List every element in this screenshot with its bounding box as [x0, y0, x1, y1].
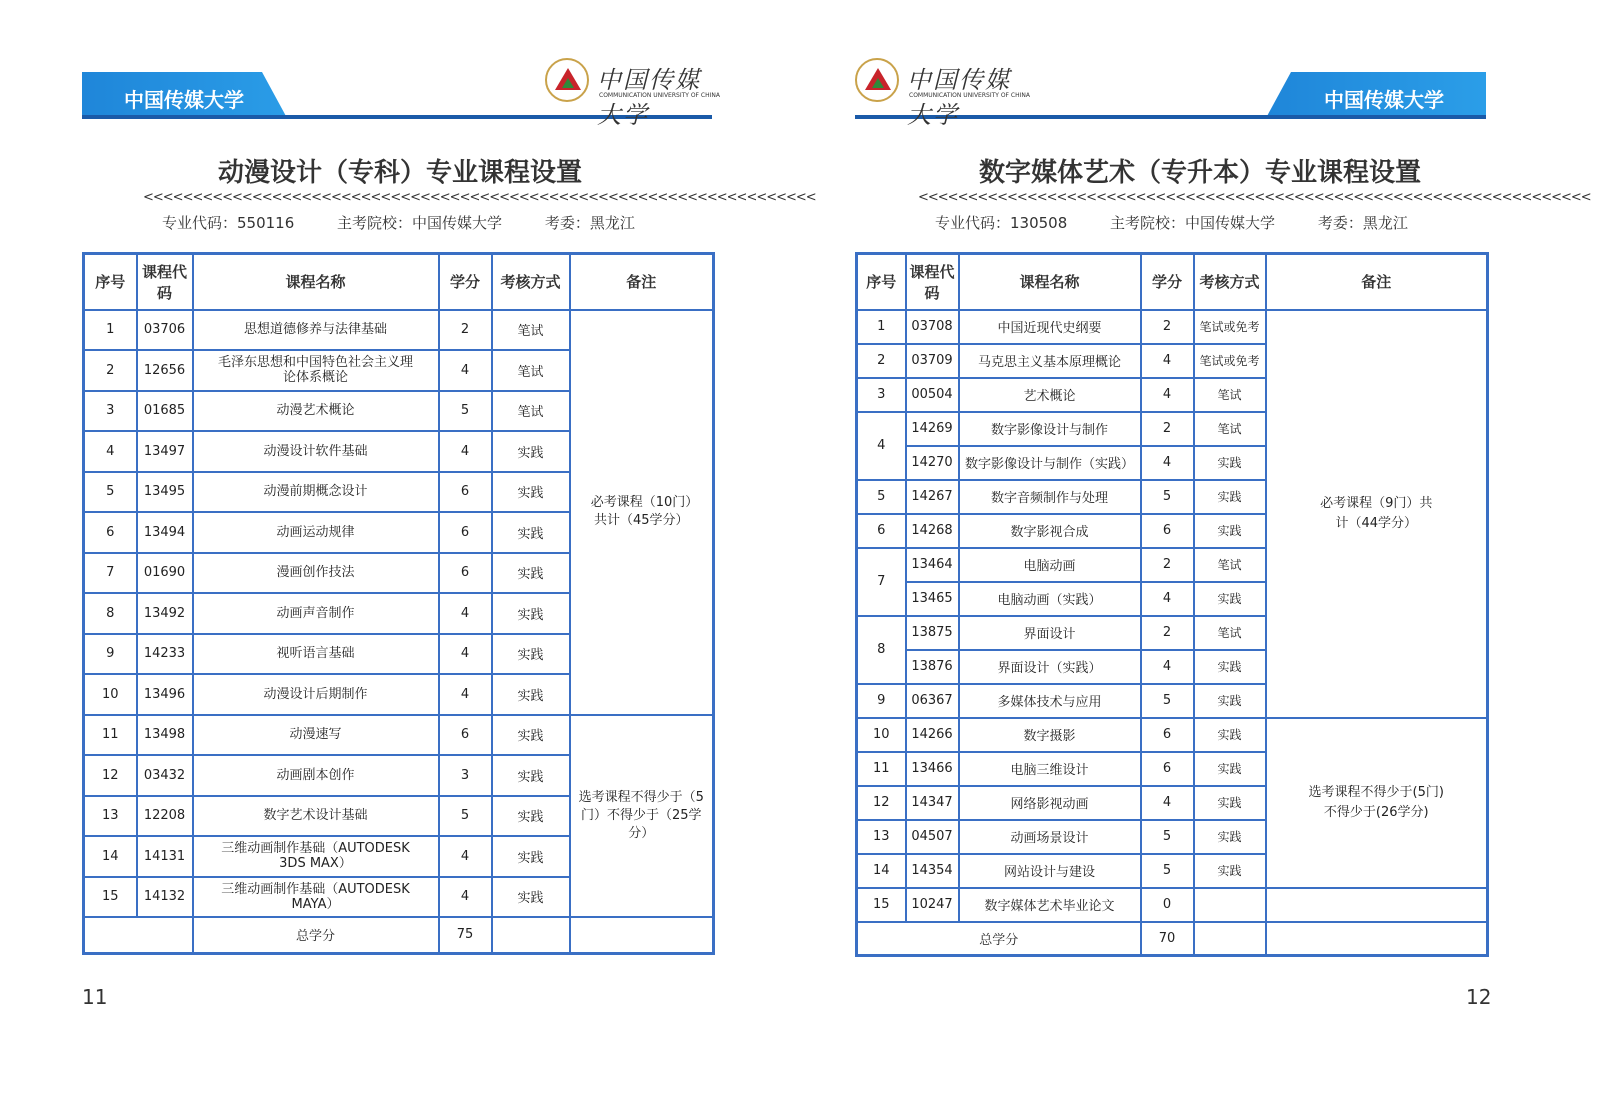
total-blank-exam [492, 917, 570, 953]
cell-code: 00504 [906, 378, 959, 412]
cell-name: 动画场景设计 [959, 820, 1141, 854]
page-number: 11 [82, 985, 108, 1009]
cell-exam: 实践 [492, 715, 570, 756]
cell-credit: 2 [439, 310, 492, 351]
cell-no: 8 [857, 616, 906, 684]
header-no: 序号 [857, 254, 906, 310]
cell-code: 03708 [906, 310, 959, 344]
cell-credit: 6 [1141, 752, 1194, 786]
exam-school: 主考院校：中国传媒大学 [1110, 214, 1276, 232]
cell-code: 01685 [137, 391, 193, 432]
note-required: 必考课程（10门）共计（45学分） [570, 310, 714, 715]
cell-code: 13876 [906, 650, 959, 684]
cell-credit: 4 [439, 674, 492, 715]
cell-code: 06367 [906, 684, 959, 718]
logo-text-en: COMMUNICATION UNIVERSITY OF CHINA [599, 92, 720, 99]
header-credit: 学分 [439, 254, 492, 310]
cell-no: 13 [857, 820, 906, 854]
cell-exam: 笔试 [1194, 548, 1266, 582]
page-number: 12 [1466, 985, 1492, 1009]
university-logo [855, 58, 1030, 129]
cell-no: 1 [84, 310, 137, 351]
cell-credit: 4 [1141, 582, 1194, 616]
cell-credit: 4 [1141, 786, 1194, 820]
cell-credit: 5 [439, 796, 492, 837]
cell-name: 动画剧本创作 [193, 755, 439, 796]
cell-credit: 5 [1141, 684, 1194, 718]
total-row [857, 922, 1488, 956]
table-header-row [84, 254, 714, 310]
cell-no: 6 [84, 512, 137, 553]
meta-line [162, 212, 673, 233]
cell-no: 14 [857, 854, 906, 888]
cell-exam: 实践 [492, 877, 570, 918]
cell-no: 14 [84, 836, 137, 877]
page-title: 动漫设计（专科）专业课程设置 [217, 158, 582, 188]
header-name: 课程名称 [959, 254, 1141, 310]
cell-code: 12656 [137, 350, 193, 391]
cell-name: 动漫前期概念设计 [193, 472, 439, 513]
logo-text-en: COMMUNICATION UNIVERSITY OF CHINA [909, 92, 1030, 99]
cell-no: 11 [84, 715, 137, 756]
cell-no: 3 [857, 378, 906, 412]
cell-credit: 4 [439, 431, 492, 472]
cell-no: 10 [84, 674, 137, 715]
cell-exam: 笔试 [492, 310, 570, 351]
cell-credit: 2 [1141, 412, 1194, 446]
cell-name: 电脑三维设计 [959, 752, 1141, 786]
cell-exam: 实践 [1194, 820, 1266, 854]
cell-exam: 笔试或免考 [1194, 344, 1266, 378]
course-table [855, 252, 1489, 957]
table-header-row [857, 254, 1488, 310]
cell-credit: 2 [1141, 616, 1194, 650]
total-blank-note [1266, 922, 1488, 956]
cell-exam: 实践 [1194, 650, 1266, 684]
cell-credit: 4 [1141, 378, 1194, 412]
cell-name: 视听语言基础 [193, 634, 439, 675]
cell-exam: 实践 [1194, 446, 1266, 480]
cell-exam: 笔试 [1194, 616, 1266, 650]
cell-exam: 笔试 [1194, 412, 1266, 446]
cell-code: 14268 [906, 514, 959, 548]
cell-name: 思想道德修养与法律基础 [193, 310, 439, 351]
total-credit: 70 [1141, 922, 1194, 956]
cell-exam: 实践 [1194, 854, 1266, 888]
cell-exam: 实践 [492, 634, 570, 675]
cell-exam: 实践 [1194, 514, 1266, 548]
exam-committee: 考委：黑龙江 [1317, 214, 1408, 232]
cell-name: 界面设计（实践） [959, 650, 1141, 684]
cell-credit: 6 [1141, 718, 1194, 752]
cell-no: 10 [857, 718, 906, 752]
cell-no: 11 [857, 752, 906, 786]
cell-code: 13498 [137, 715, 193, 756]
cell-no: 15 [857, 888, 906, 922]
cell-code: 13495 [137, 472, 193, 513]
right-page [800, 0, 1600, 1093]
cell-name: 网站设计与建设 [959, 854, 1141, 888]
cell-no: 8 [84, 593, 137, 634]
cell-code: 03706 [137, 310, 193, 351]
cell-credit: 5 [439, 391, 492, 432]
cell-credit: 0 [1141, 888, 1194, 922]
cell-code: 14269 [906, 412, 959, 446]
cell-code: 14354 [906, 854, 959, 888]
cell-name: 电脑动画（实践） [959, 582, 1141, 616]
cell-exam: 实践 [1194, 582, 1266, 616]
table-row [84, 310, 714, 351]
cell-credit: 4 [439, 634, 492, 675]
cell-code: 01690 [137, 553, 193, 594]
cell-name: 数字艺术设计基础 [193, 796, 439, 837]
note-blank [1266, 888, 1488, 922]
logo-emblem-icon [545, 58, 589, 102]
cell-exam [1194, 888, 1266, 922]
table-row [857, 310, 1488, 344]
course-table [82, 252, 715, 955]
cell-no: 1 [857, 310, 906, 344]
cell-code: 14266 [906, 718, 959, 752]
cell-exam: 实践 [1194, 718, 1266, 752]
table-row [84, 715, 714, 756]
major-code: 专业代码：550116 [162, 214, 295, 232]
cell-exam: 实践 [492, 593, 570, 634]
total-label: 总学分 [857, 922, 1141, 956]
cell-exam: 笔试 [492, 350, 570, 391]
cell-code: 13497 [137, 431, 193, 472]
cell-name: 动画声音制作 [193, 593, 439, 634]
cell-name: 漫画创作技法 [193, 553, 439, 594]
cell-exam: 实践 [492, 472, 570, 513]
cell-name: 马克思主义基本原理概论 [959, 344, 1141, 378]
cell-code: 13464 [906, 548, 959, 582]
cell-credit: 6 [1141, 514, 1194, 548]
cell-code: 10247 [906, 888, 959, 922]
cell-no: 12 [84, 755, 137, 796]
exam-committee: 考委：黑龙江 [544, 214, 635, 232]
note-elective: 选考课程不得少于(5门)不得少于(26学分) [1266, 718, 1488, 888]
university-logo [545, 58, 720, 129]
note-required: 必考课程（9门）共计（44学分） [1266, 310, 1488, 718]
exam-school: 主考院校：中国传媒大学 [337, 214, 503, 232]
cell-no: 4 [857, 412, 906, 480]
cell-exam: 实践 [1194, 684, 1266, 718]
total-row [84, 917, 714, 953]
cell-name: 网络影视动画 [959, 786, 1141, 820]
cell-name: 毛泽东思想和中国特色社会主义理论体系概论 [193, 350, 439, 391]
cell-no: 4 [84, 431, 137, 472]
cell-credit: 5 [1141, 854, 1194, 888]
total-credit: 75 [439, 917, 492, 953]
cell-no: 7 [84, 553, 137, 594]
cell-no: 2 [857, 344, 906, 378]
cell-name: 数字摄影 [959, 718, 1141, 752]
cell-credit: 6 [439, 715, 492, 756]
cell-code: 14233 [137, 634, 193, 675]
cell-code: 13875 [906, 616, 959, 650]
cell-no: 13 [84, 796, 137, 837]
cell-code: 13465 [906, 582, 959, 616]
chevron-divider: <<<<<<<<<<<<<<<<<<<<<<<<<<<<<<<<<<<<<<<<<<<<<<<<<<<<<<<<<<<<<<<<<<<< [918, 190, 1591, 205]
page-title: 数字媒体艺术（专升本）专业课程设置 [978, 158, 1421, 188]
cell-no: 12 [857, 786, 906, 820]
cell-credit: 4 [439, 836, 492, 877]
table-row [857, 718, 1488, 752]
cell-exam: 实践 [1194, 752, 1266, 786]
cell-credit: 2 [1141, 548, 1194, 582]
cell-credit: 4 [439, 877, 492, 918]
header-credit: 学分 [1141, 254, 1194, 310]
cell-exam: 笔试或免考 [1194, 310, 1266, 344]
header-name: 课程名称 [193, 254, 439, 310]
brand-label: 中国传媒大学 [1324, 88, 1444, 112]
cell-code: 14131 [137, 836, 193, 877]
cell-exam: 实践 [492, 796, 570, 837]
table-row [857, 888, 1488, 922]
cell-credit: 6 [439, 553, 492, 594]
cell-no: 2 [84, 350, 137, 391]
cell-exam: 实践 [1194, 480, 1266, 514]
logo-text-cn: 中国传媒大学 [907, 66, 1011, 129]
cell-no: 15 [84, 877, 137, 918]
cell-exam: 实践 [492, 836, 570, 877]
logo-text-cn: 中国传媒大学 [597, 66, 701, 129]
header-note: 备注 [1266, 254, 1488, 310]
cell-code: 14270 [906, 446, 959, 480]
header-note: 备注 [570, 254, 714, 310]
total-blank-note [570, 917, 714, 953]
cell-credit: 4 [1141, 650, 1194, 684]
cell-name: 数字影像设计与制作（实践） [959, 446, 1141, 480]
cell-name: 动漫设计软件基础 [193, 431, 439, 472]
cell-code: 13494 [137, 512, 193, 553]
header-code: 课程代码 [906, 254, 959, 310]
major-code: 专业代码：130508 [935, 214, 1068, 232]
brand-label: 中国传媒大学 [124, 88, 244, 112]
cell-code: 03709 [906, 344, 959, 378]
chevron-divider: <<<<<<<<<<<<<<<<<<<<<<<<<<<<<<<<<<<<<<<<<<<<<<<<<<<<<<<<<<<<<<<<<<<< [143, 190, 816, 205]
meta-line [935, 212, 1446, 233]
cell-name: 三维动画制作基础（AUTODESK MAYA） [193, 877, 439, 918]
cell-code: 13492 [137, 593, 193, 634]
cell-name: 艺术概论 [959, 378, 1141, 412]
cell-name: 数字媒体艺术毕业论文 [959, 888, 1141, 922]
total-label: 总学分 [193, 917, 439, 953]
cell-code: 03432 [137, 755, 193, 796]
cell-credit: 4 [439, 593, 492, 634]
cell-exam: 实践 [492, 674, 570, 715]
cell-exam: 实践 [492, 431, 570, 472]
header-exam: 考核方式 [492, 254, 570, 310]
note-elective: 选考课程不得少于（5门）不得少于（25学分） [570, 715, 714, 918]
cell-name: 动漫设计后期制作 [193, 674, 439, 715]
logo-emblem-icon [855, 58, 899, 102]
cell-name: 多媒体技术与应用 [959, 684, 1141, 718]
cell-name: 数字音频制作与处理 [959, 480, 1141, 514]
cell-name: 动画运动规律 [193, 512, 439, 553]
cell-no: 9 [84, 634, 137, 675]
cell-exam: 实践 [1194, 786, 1266, 820]
cell-no: 3 [84, 391, 137, 432]
cell-name: 数字影像设计与制作 [959, 412, 1141, 446]
cell-credit: 2 [1141, 310, 1194, 344]
cell-name: 数字影视合成 [959, 514, 1141, 548]
cell-no: 5 [84, 472, 137, 513]
cell-name: 中国近现代史纲要 [959, 310, 1141, 344]
cell-exam: 笔试 [1194, 378, 1266, 412]
cell-name: 界面设计 [959, 616, 1141, 650]
cell-exam: 笔试 [492, 391, 570, 432]
cell-credit: 4 [1141, 344, 1194, 378]
cell-name: 动漫艺术概论 [193, 391, 439, 432]
cell-code: 14132 [137, 877, 193, 918]
cell-exam: 实践 [492, 553, 570, 594]
cell-code: 14347 [906, 786, 959, 820]
cell-no: 9 [857, 684, 906, 718]
cell-name: 三维动画制作基础（AUTODESK 3DS MAX） [193, 836, 439, 877]
cell-credit: 4 [1141, 446, 1194, 480]
cell-credit: 3 [439, 755, 492, 796]
total-blank-exam [1194, 922, 1266, 956]
header-no: 序号 [84, 254, 137, 310]
cell-code: 04507 [906, 820, 959, 854]
cell-code: 14267 [906, 480, 959, 514]
cell-name: 电脑动画 [959, 548, 1141, 582]
cell-no: 6 [857, 514, 906, 548]
cell-code: 13466 [906, 752, 959, 786]
total-blank [84, 917, 193, 953]
cell-exam: 实践 [492, 512, 570, 553]
header-code: 课程代码 [137, 254, 193, 310]
cell-code: 13496 [137, 674, 193, 715]
cell-credit: 6 [439, 512, 492, 553]
cell-code: 12208 [137, 796, 193, 837]
header-exam: 考核方式 [1194, 254, 1266, 310]
cell-credit: 5 [1141, 820, 1194, 854]
cell-no: 7 [857, 548, 906, 616]
cell-credit: 4 [439, 350, 492, 391]
cell-no: 5 [857, 480, 906, 514]
cell-name: 动漫速写 [193, 715, 439, 756]
cell-credit: 6 [439, 472, 492, 513]
cell-exam: 实践 [492, 755, 570, 796]
cell-credit: 5 [1141, 480, 1194, 514]
